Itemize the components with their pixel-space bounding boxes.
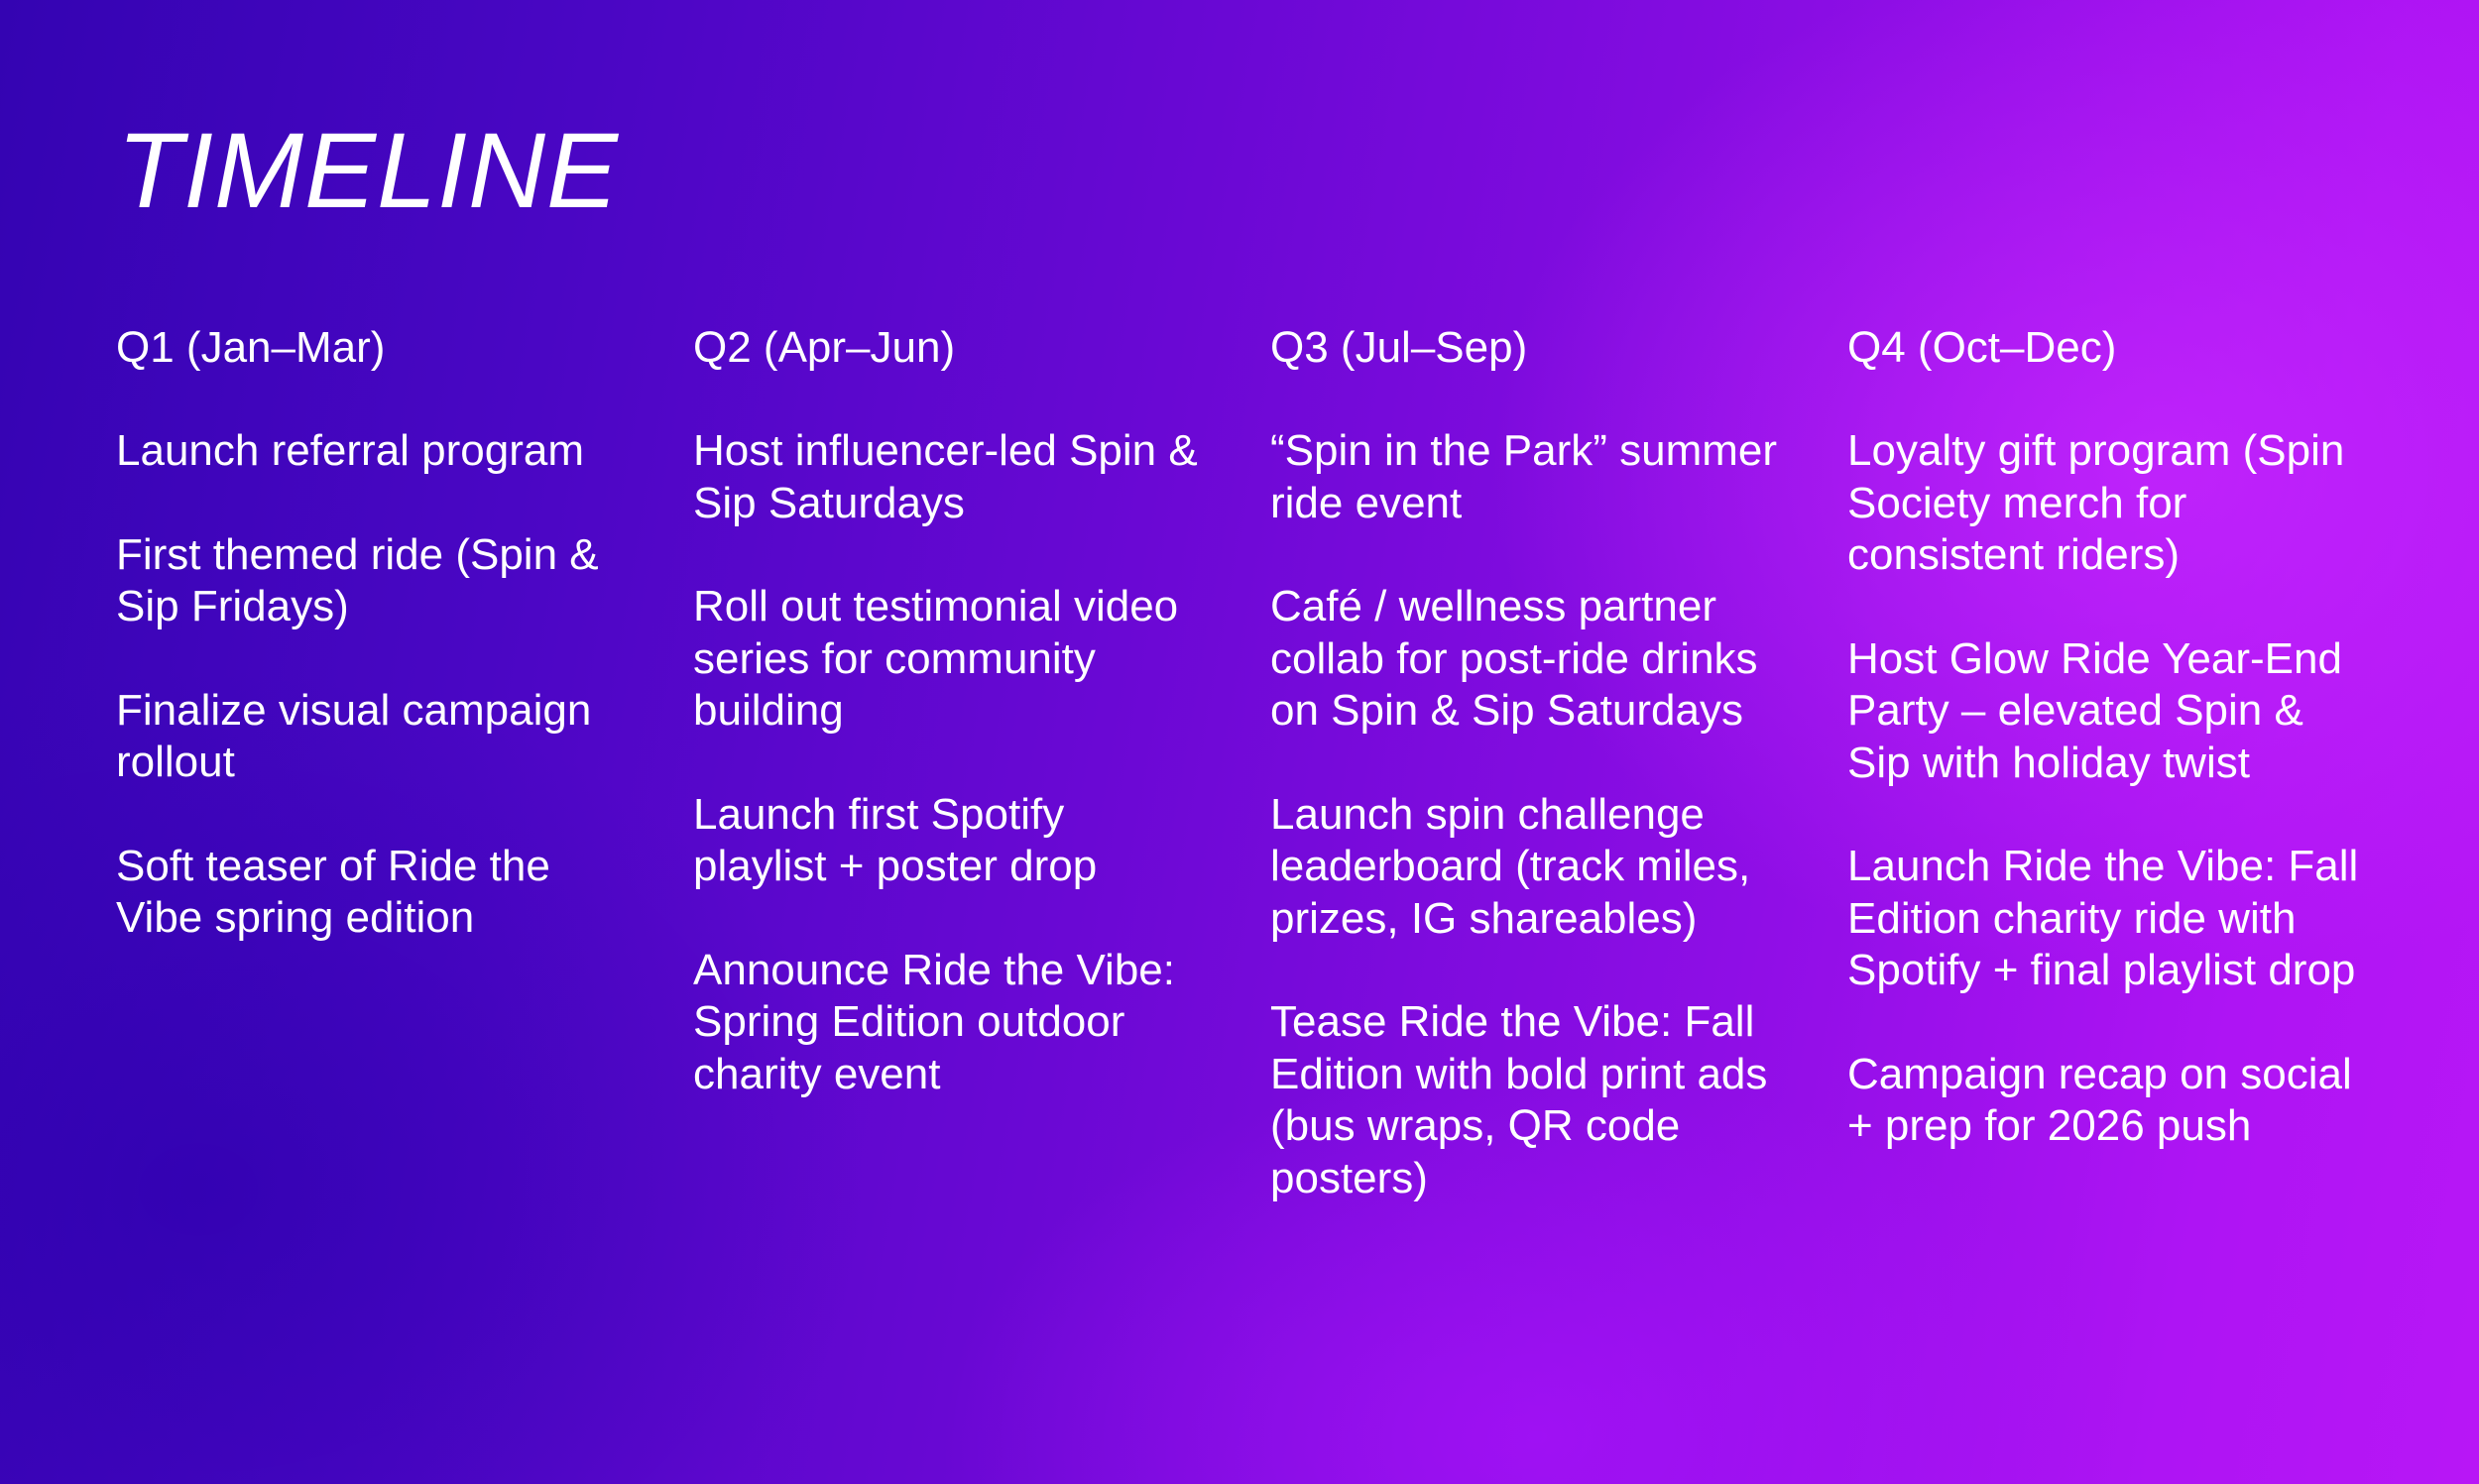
- milestone-item: Announce Ride the Vibe: Spring Edition outdoor charity event: [693, 945, 1175, 1098]
- quarter-heading: Q3 (Jul–Sep): [1270, 323, 1528, 372]
- milestone-item: Launch first Spotify playlist + poster drop: [693, 789, 1098, 890]
- quarter-heading: Q4 (Oct–Dec): [1847, 323, 2117, 372]
- quarter-column-q4: [1847, 322, 2363, 1204]
- milestone-list: [693, 425, 1209, 1100]
- milestone-item: Tease Ride the Vibe: Fall Edition with bold print ads (bus wraps, QR code posters): [1270, 997, 1768, 1202]
- milestone-item: Finalize visual campaign rollout: [116, 685, 592, 786]
- quarter-column-q2: [693, 322, 1209, 1152]
- milestone-item: Campaign recap on social + prep for 2026 push: [1847, 1049, 2352, 1150]
- milestone-item: Loyalty gift program (Spin Society merch for consistent riders): [1847, 426, 2345, 579]
- milestone-item: Launch Ride the Vibe: Fall Edition charity ride with Spotify + final playlist drop: [1847, 842, 2359, 994]
- milestone-item: Soft teaser of Ride the Vibe spring edition: [116, 841, 550, 942]
- milestone-item: Café / wellness partner collab for post-ride drinks on Spin & Sip Saturdays: [1270, 582, 1758, 735]
- milestone-item: Roll out testimonial video series for community building: [693, 582, 1179, 735]
- milestone-item: “Spin in the Park” summer ride event: [1270, 426, 1778, 527]
- quarter-column-q1: [116, 322, 632, 996]
- milestone-item: Launch spin challenge leaderboard (track miles, prizes, IG shareables): [1270, 789, 1751, 943]
- quarter-column-q3: [1270, 322, 1786, 1256]
- quarter-heading: Q2 (Apr–Jun): [693, 323, 956, 372]
- milestone-list: [116, 425, 632, 945]
- milestone-list: [1847, 425, 2363, 1153]
- milestone-item: First themed ride (Spin & Sip Fridays): [116, 529, 599, 630]
- milestone-item: Host Glow Ride Year-End Party – elevated Spin & Sip with holiday twist: [1847, 633, 2342, 787]
- milestone-list: [1270, 425, 1786, 1204]
- quarter-heading: Q1 (Jan–Mar): [116, 323, 386, 372]
- milestone-item: Host influencer-led Spin & Sip Saturdays: [693, 426, 1198, 527]
- milestone-item: Launch referral program: [116, 426, 585, 475]
- quarter-columns: [116, 322, 2426, 1373]
- slide-title: TIMELINE: [117, 110, 620, 230]
